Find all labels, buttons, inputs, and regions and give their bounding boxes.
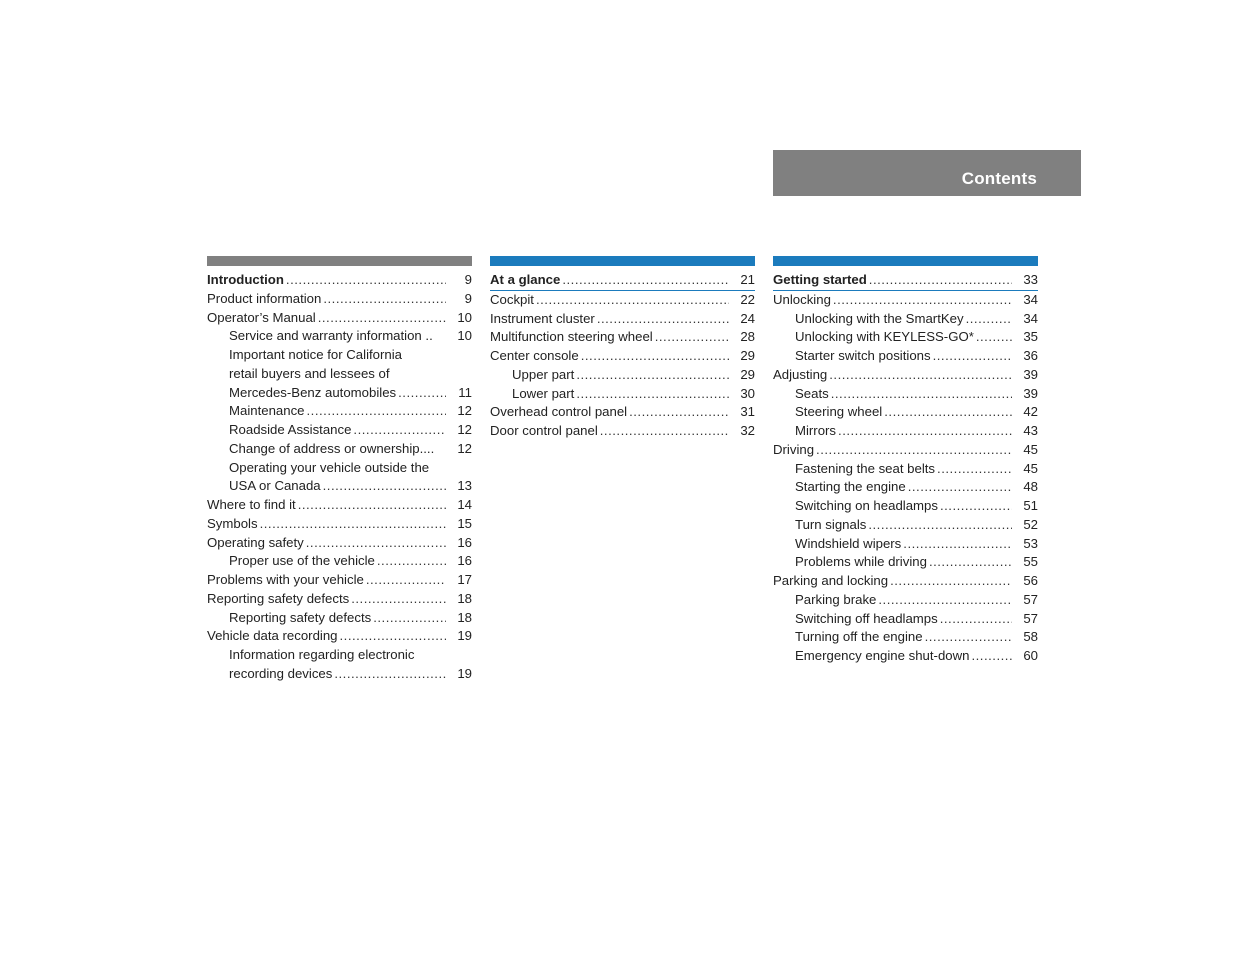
toc-entry-row [229,477,472,496]
toc-entry-label: Parking and locking [773,573,889,588]
toc-column-at-a-glance [490,256,755,441]
contents-header-tab [773,150,1081,196]
toc-entry-row [795,328,1038,347]
toc-entry-label: Turn signals [795,516,867,532]
dot-leader [940,497,1012,516]
dot-leader [323,477,446,496]
toc-entry[interactable] [773,610,1038,629]
toc-entry-row [229,552,472,571]
toc-entry-label: Unlocking with the SmartKey [795,310,964,326]
toc-entry[interactable] [773,460,1038,479]
toc-entry-row [490,347,755,366]
dot-leader [869,271,1012,290]
dot-leader [940,610,1012,629]
toc-entry-label: Symbols [207,515,258,531]
toc-entry-row [207,496,472,515]
toc-entry-row [207,309,472,328]
dot-leader [966,310,1012,329]
toc-entry-label-line: Operating your vehicle outside the [229,459,430,475]
toc-entry[interactable] [490,366,755,385]
section-bar [773,256,1038,266]
dot-leader [373,609,446,628]
dot-leader [323,290,446,309]
dot-leader [334,665,446,684]
toc-entry[interactable] [207,271,472,290]
dot-leader [831,385,1012,404]
dot-leader [353,421,446,440]
toc-entry[interactable] [773,441,1038,460]
toc-entry-page-number: 55 [1023,554,1038,570]
dot-leader [562,271,729,290]
toc-entry-row [229,440,472,459]
toc-entry-label: Seats [795,385,829,401]
toc-entry-label: Driving [773,441,815,457]
toc-list [773,271,1038,666]
toc-list [490,271,755,441]
toc-entry[interactable] [773,310,1038,329]
dot-leader [366,571,446,590]
toc-entry-label: Upper part [512,366,575,382]
toc-entry-page-number: 45 [1023,460,1038,476]
toc-entry-label: Where to find it [207,497,296,512]
toc-entry[interactable] [207,309,472,328]
toc-entry[interactable] [207,627,472,646]
toc-entry-page-number: 56 [1023,573,1038,588]
toc-entry-page-number: 10 [457,328,472,344]
toc-entry[interactable] [207,590,472,609]
toc-entry[interactable] [773,628,1038,647]
dot-leader [878,591,1012,610]
dot-leader [655,328,729,347]
toc-entry[interactable] [490,385,755,404]
toc-entry[interactable] [490,403,755,422]
toc-entry-label: Introduction [207,272,284,287]
toc-entry-page-number: 24 [740,310,755,326]
section-bar [207,256,472,266]
dot-leader [925,628,1012,647]
dot-leader [937,460,1012,479]
toc-entry-page-number: 48 [1023,479,1038,495]
toc-entry-row [229,384,472,403]
toc-entry-row [229,665,472,684]
toc-entry-label: Steering wheel [795,404,883,420]
toc-entry[interactable] [773,497,1038,516]
toc-entry-page-number: 39 [1023,366,1038,382]
toc-entry-label: Switching off headlamps [795,610,938,626]
toc-entry-label: USA or Canada [229,478,321,494]
dot-leader [829,366,1012,385]
dot-leader [929,553,1012,572]
toc-entry-page-number: 57 [1023,591,1038,607]
toc-entry[interactable] [207,571,472,590]
toc-entry[interactable] [207,609,472,628]
toc-entry[interactable] [207,327,472,346]
toc-entry-row [229,402,472,421]
toc-entry-page-number: 51 [1023,498,1038,513]
toc-entry-page-number: 58 [1023,629,1038,645]
dot-leader [576,385,729,404]
toc-column-introduction [207,256,472,684]
dot-leader [377,552,446,571]
toc-entry-page-number: 22 [740,291,755,307]
dot-leader [536,291,729,310]
toc-entry-label: Problems while driving [795,554,927,570]
toc-entry[interactable] [207,552,472,571]
toc-entry-page-number: 34 [1023,291,1038,307]
toc-entry-page-number: 19 [457,665,472,681]
dot-leader [971,647,1012,666]
toc-entry-page-number: 28 [740,329,755,345]
toc-entry-row [490,403,755,422]
toc-entry-row [795,385,1038,404]
toc-entry-page-number: 12 [457,440,472,456]
toc-entry-page-number: 35 [1023,329,1038,345]
toc-entry-label: Parking brake [795,591,877,607]
dot-leader [908,478,1012,497]
toc-entry-label: Service and warranty information .. [229,328,433,344]
toc-entry-row [795,591,1038,610]
toc-entry-row [207,271,472,290]
toc-entry-row [795,535,1038,554]
toc-entry[interactable] [773,516,1038,535]
toc-entry-label: Unlocking with KEYLESS-GO* [795,329,974,345]
toc-entry-label: Switching on headlamps [795,498,938,513]
toc-entry-page-number: 39 [1023,385,1038,401]
toc-entry-row [207,590,472,609]
toc-entry-page-number: 45 [1023,441,1038,457]
toc-entry-label: Adjusting [773,366,828,382]
toc-entry-row [229,421,472,440]
toc-entry[interactable] [773,403,1038,422]
toc-entry-row [207,290,472,309]
dot-leader [398,384,446,403]
toc-entry-row [795,516,1038,535]
toc-entry[interactable] [207,346,472,402]
toc-entry[interactable] [490,271,755,291]
toc-entry-row [490,291,755,310]
toc-entry[interactable] [490,347,755,366]
toc-entry-page-number: 16 [457,534,472,550]
toc-entry-row [795,422,1038,441]
toc-entry-page-number: 30 [740,385,755,401]
dot-leader [838,422,1012,441]
toc-entry-label: Operator’s Manual [207,309,316,325]
toc-entry-label: Operating safety [207,534,304,550]
toc-entry-label: Mirrors [795,423,837,438]
toc-entry-page-number: 9 [464,272,472,287]
toc-entry-row [795,347,1038,366]
toc-entry[interactable] [773,478,1038,497]
toc-entry-row [773,271,1038,290]
toc-entry-page-number: 60 [1023,648,1038,663]
toc-entry-label: Product information [207,290,322,306]
toc-entry-row [490,271,755,290]
dot-leader [318,309,446,328]
dot-leader [976,328,1012,347]
toc-entry-label-line: retail buyers and lessees of [229,365,390,381]
section-bar [490,256,755,266]
toc-entry-page-number: 53 [1023,535,1038,551]
toc-entry[interactable] [207,496,472,515]
toc-entry-page-number: 18 [457,590,472,606]
toc-entry[interactable] [490,291,755,310]
toc-entry-page-number: 12 [457,403,472,419]
toc-entry[interactable] [207,402,472,421]
dot-leader [868,516,1012,535]
dot-leader [576,366,729,385]
toc-entry[interactable] [773,366,1038,385]
toc-entry-row [795,310,1038,329]
toc-entry-page-number: 19 [457,628,472,644]
toc-entry[interactable] [773,535,1038,554]
toc-entry[interactable] [207,515,472,534]
toc-entry-page-number: 42 [1023,404,1038,420]
dot-leader [260,515,446,534]
toc-entry[interactable] [773,385,1038,404]
toc-entry-row [490,328,755,347]
toc-entry-label: Emergency engine shut-down [795,648,970,663]
toc-entry-label: Mercedes-Benz automobiles [229,384,397,400]
toc-entry-page-number: 15 [457,515,472,531]
toc-entry[interactable] [773,422,1038,441]
page-title: Contents [961,169,1037,188]
toc-column-getting-started [773,256,1038,666]
toc-entry-page-number: 11 [458,384,472,400]
toc-entry-label: Turning off the engine [795,629,923,645]
toc-entry-row [795,497,1038,516]
toc-entry-label: Proper use of the vehicle [229,553,375,569]
toc-entry-page-number: 13 [457,478,472,494]
toc-entry-row [795,628,1038,647]
dot-leader [306,534,446,553]
toc-entry-row [795,553,1038,572]
toc-entry-row [207,515,472,534]
toc-entry-label: Fastening the seat belts [795,460,936,476]
toc-entry-label: Roadside Assistance [229,422,352,437]
toc-entry-label: Windshield wipers [795,535,902,551]
toc-entry-row [207,534,472,553]
dot-leader [351,590,446,609]
toc-entry[interactable] [773,553,1038,572]
dot-leader [581,347,729,366]
dot-leader [890,572,1012,591]
toc-entry-row [229,609,472,628]
toc-entry-label: Door control panel [490,423,598,438]
toc-entry-page-number: 29 [740,366,755,382]
toc-entry-label-line: Important notice for California [229,347,402,362]
toc-entry-label: At a glance [490,272,561,287]
dot-leader [340,627,447,646]
toc-entry-row [512,366,755,385]
dot-leader [933,347,1012,366]
toc-entry-page-number: 36 [1023,348,1038,363]
toc-entry-label: Instrument cluster [490,310,595,326]
dot-leader [307,402,446,421]
dot-leader [597,310,729,329]
toc-entry-row [795,478,1038,497]
dot-leader [298,496,446,515]
toc-entry-row [207,627,472,646]
toc-entry-page-number: 32 [740,423,755,438]
toc-entry[interactable] [773,328,1038,347]
toc-entry-row [490,310,755,329]
toc-entry-label: Cockpit [490,291,534,307]
toc-entry-row [795,460,1038,479]
toc-entry-label: Reporting safety defects [229,609,372,625]
toc-entry[interactable] [773,271,1038,291]
toc-entry-label-line: Information regarding electronic [229,647,415,662]
toc-entry-row [773,572,1038,591]
toc-entry[interactable] [773,291,1038,310]
toc-entry-row [207,571,472,590]
toc-entry[interactable] [207,440,472,459]
toc-entry-page-number: 34 [1023,310,1038,326]
toc-entry-row [773,291,1038,310]
toc-entry-page-number: 43 [1023,423,1038,438]
toc-entry[interactable] [773,591,1038,610]
toc-entry-label: Getting started [773,272,867,287]
toc-entry-row [795,403,1038,422]
toc-entry-row [490,422,755,441]
toc-entry-row [512,385,755,404]
toc-entry-page-number: 52 [1023,516,1038,532]
toc-entry-label: Change of address or ownership.... [229,440,435,456]
dot-leader [600,422,729,441]
toc-entry-page-number: 16 [457,553,472,569]
toc-entry-label: Starting the engine [795,479,906,495]
toc-entry-row [773,366,1038,385]
dot-leader [884,403,1012,422]
toc-entry-label: Starter switch positions [795,348,931,363]
toc-entry-page-number: 9 [464,290,472,306]
toc-entry-label: Problems with your vehicle [207,572,364,587]
dot-leader [816,441,1012,460]
toc-entry[interactable] [490,328,755,347]
dot-leader [833,291,1012,310]
dot-leader [903,535,1012,554]
toc-entry-label: Center console [490,348,579,363]
toc-entry-label: recording devices [229,665,333,681]
toc-entry[interactable] [773,347,1038,366]
toc-entry[interactable] [490,310,755,329]
toc-entry-label: Vehicle data recording [207,628,338,644]
toc-entry-page-number: 21 [740,272,755,287]
toc-entry-label: Overhead control panel [490,404,628,420]
toc-entry[interactable] [773,572,1038,591]
toc-entry-page-number: 14 [457,497,472,512]
toc-entry[interactable] [207,459,472,497]
toc-entry[interactable] [773,647,1038,666]
toc-entry-label: Maintenance [229,403,305,419]
toc-entry-label: Lower part [512,385,575,401]
toc-entry-row [795,647,1038,666]
toc-entry-row [229,327,472,346]
toc-entry-page-number: 29 [740,348,755,363]
toc-entry[interactable] [207,534,472,553]
toc-entry[interactable] [207,290,472,309]
toc-entry-row [773,441,1038,460]
toc-entry[interactable] [490,422,755,441]
toc-entry-label: Reporting safety defects [207,590,350,606]
toc-entry-page-number: 18 [457,609,472,625]
toc-entry-label: Unlocking [773,291,831,307]
toc-entry-page-number: 17 [457,572,472,587]
toc-entry-page-number: 31 [740,404,755,420]
dot-leader [286,271,446,290]
toc-entry-row [795,610,1038,629]
toc-entry-label: Multifunction steering wheel [490,329,653,345]
toc-entry-page-number: 33 [1023,272,1038,287]
toc-entry[interactable] [207,421,472,440]
toc-entry[interactable] [207,646,472,684]
dot-leader [629,403,729,422]
toc-list [207,271,472,684]
toc-entry-page-number: 10 [457,309,472,325]
toc-entry-page-number: 12 [457,422,472,437]
toc-entry-page-number: 57 [1023,610,1038,626]
